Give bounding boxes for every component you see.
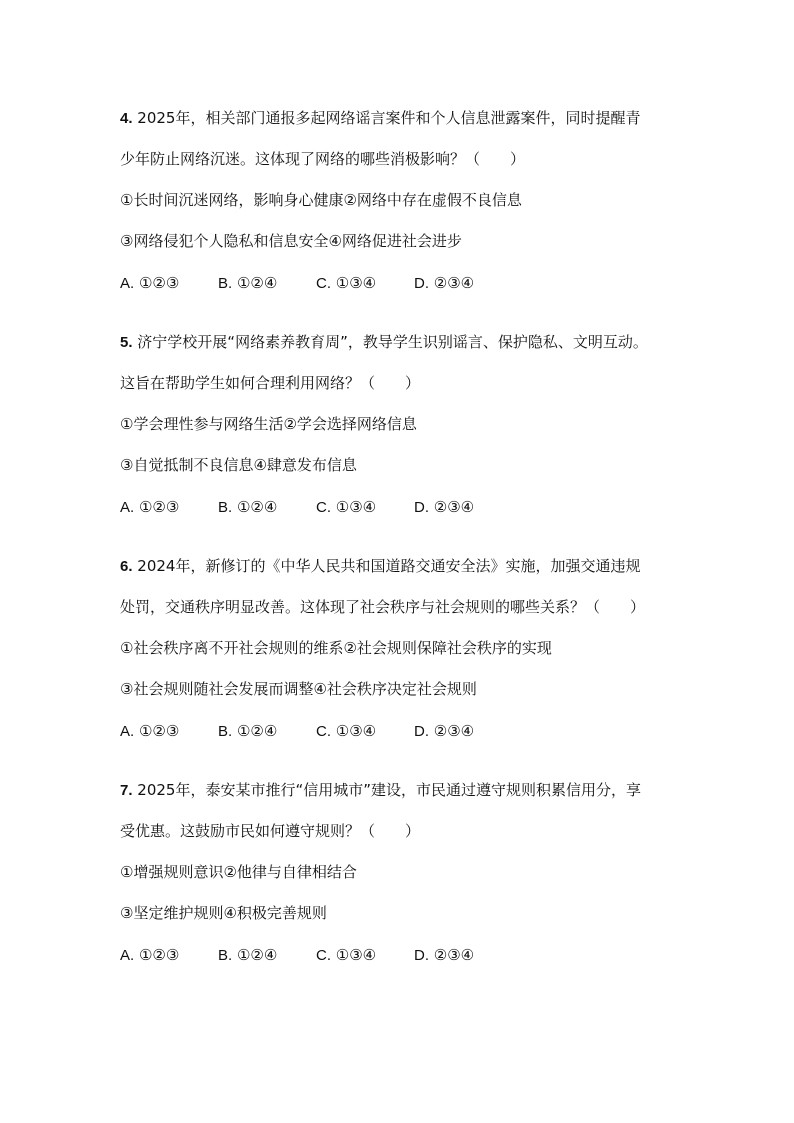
choice-value: ①③④: [335, 498, 377, 516]
statement-options-line: ③自觉抵制不良信息④肆意发布信息: [120, 456, 357, 474]
statement-options-line: ①学会理性参与网络生活②学会选择网络信息: [120, 415, 417, 433]
choice-letter: B.: [218, 723, 233, 740]
choice-value: ②③④: [433, 722, 475, 740]
answer-choices: [120, 934, 680, 976]
choice-b: [218, 486, 316, 528]
choice-a: [120, 486, 218, 528]
choice-b: [218, 710, 316, 752]
choice-c: [316, 710, 414, 752]
choice-a: [120, 934, 218, 976]
choice-letter: B.: [218, 499, 233, 516]
choice-letter: A.: [120, 947, 135, 964]
choice-letter: A.: [120, 275, 135, 292]
choice-letter: B.: [218, 275, 233, 292]
question-stem-text: 2024年，新修订的《中华人民共和国道路交通安全法》实施，加强交通违规: [137, 557, 641, 575]
question-number: 4.: [120, 110, 133, 127]
question-stem-line: [120, 546, 680, 587]
choice-d: [414, 262, 512, 304]
choice-value: ①②④: [236, 722, 278, 740]
question-number: 6.: [120, 558, 133, 575]
choice-letter: A.: [120, 499, 135, 516]
choice-value: ①②③: [138, 946, 180, 964]
question-stem-line: [120, 98, 680, 139]
choice-value: ②③④: [433, 498, 475, 516]
question-stem-line: 少年防止网络沉迷。这体现了网络的哪些消极影响？（ ）: [120, 150, 526, 168]
choice-value: ①③④: [335, 722, 377, 740]
choice-d: [414, 934, 512, 976]
choice-b: [218, 262, 316, 304]
choice-value: ①②④: [236, 498, 278, 516]
question-stem-line: 处罚，交通秩序明显改善。这体现了社会秩序与社会规则的哪些关系？（ ）: [120, 598, 646, 616]
answer-choices: [120, 262, 680, 304]
question-number: 5.: [120, 334, 133, 351]
statement-options-line: ③网络侵犯个人隐私和信息安全④网络促进社会进步: [120, 232, 462, 250]
choice-value: ①③④: [335, 946, 377, 964]
question-5: [120, 322, 680, 528]
statement-options-line: ①社会秩序离不开社会规则的维系②社会规则保障社会秩序的实现: [120, 639, 552, 657]
statement-options-line: ③坚定维护规则④积极完善规则: [120, 904, 327, 922]
choice-a: [120, 262, 218, 304]
statement-options-line: ①长时间沉迷网络，影响身心健康②网络中存在虚假不良信息: [120, 191, 522, 209]
choice-c: [316, 486, 414, 528]
choice-c: [316, 934, 414, 976]
question-4: [120, 98, 680, 304]
choice-d: [414, 486, 512, 528]
choice-a: [120, 710, 218, 752]
choice-c: [316, 262, 414, 304]
question-stem-text: 济宁学校开展“网络素养教育周”，教导学生识别谣言、保护隐私、文明互动。: [137, 333, 648, 351]
choice-letter: D.: [414, 723, 429, 740]
choice-value: ①②③: [138, 274, 180, 292]
choice-d: [414, 710, 512, 752]
choice-value: ①②④: [236, 274, 278, 292]
choice-letter: C.: [316, 723, 331, 740]
question-number: 7.: [120, 782, 133, 799]
question-7: [120, 770, 680, 976]
choice-letter: A.: [120, 723, 135, 740]
choice-value: ①③④: [335, 274, 377, 292]
choice-value: ②③④: [433, 274, 475, 292]
choice-letter: C.: [316, 947, 331, 964]
choice-letter: B.: [218, 947, 233, 964]
choice-value: ①②④: [236, 946, 278, 964]
choice-value: ①②③: [138, 722, 180, 740]
choice-letter: D.: [414, 499, 429, 516]
choice-letter: C.: [316, 275, 331, 292]
question-stem-text: 2025年，泰安某市推行“信用城市”建设，市民通过遵守规则积累信用分，享: [137, 781, 642, 799]
answer-choices: [120, 710, 680, 752]
question-stem-line: [120, 770, 680, 811]
statement-options-line: ①增强规则意识②他律与自律相结合: [120, 863, 357, 881]
question-6: [120, 546, 680, 752]
answer-choices: [120, 486, 680, 528]
choice-letter: D.: [414, 947, 429, 964]
choice-letter: D.: [414, 275, 429, 292]
question-stem-line: [120, 322, 680, 363]
question-stem-line: 受优惠。这鼓励市民如何遵守规则？（ ）: [120, 822, 421, 840]
question-stem-line: 这旨在帮助学生如何合理利用网络？（ ）: [120, 374, 421, 392]
question-stem-text: 2025年，相关部门通报多起网络谣言案件和个人信息泄露案件，同时提醒青: [137, 109, 641, 127]
choice-letter: C.: [316, 499, 331, 516]
choice-value: ①②③: [138, 498, 180, 516]
choice-b: [218, 934, 316, 976]
choice-value: ②③④: [433, 946, 475, 964]
statement-options-line: ③社会规则随社会发展而调整④社会秩序决定社会规则: [120, 680, 477, 698]
